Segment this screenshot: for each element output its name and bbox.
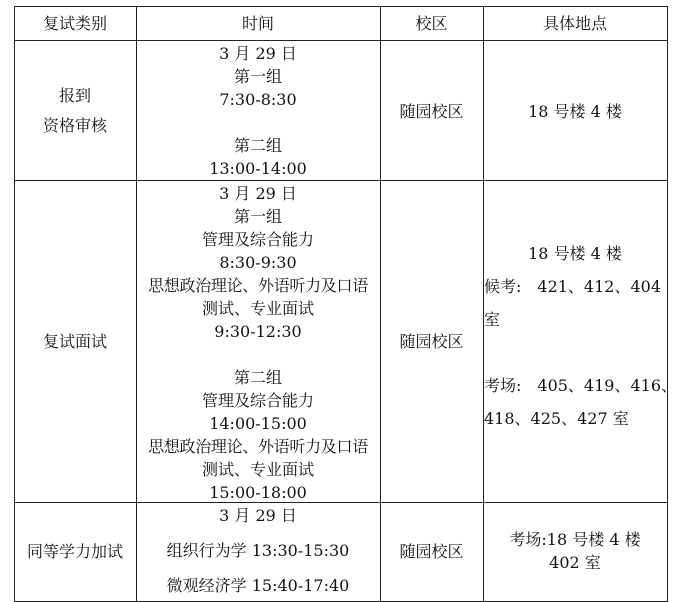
row-divider-1 [14,180,668,181]
row2-time-line: 第二组 [233,368,282,387]
table-border-top [14,6,668,7]
row2-location-line: 室 [484,310,501,329]
row2-location-line [484,341,666,364]
row1-time-line: 7:30-8:30 [219,90,297,109]
row2-location [484,242,678,430]
row1-time-line: 13:00-14:00 [209,159,307,178]
row2-time-line: 3 月 29 日 [219,184,297,203]
row3-time-line: 微观经济学 15:40-17:40 [166,576,350,595]
row1-category-line1: 报到 [58,86,91,105]
row3-location-line: 考场:18 号楼 4 楼 [509,530,641,549]
row2-time-line: 思想政治理论、外语听力及口语 [148,437,368,456]
row2-time-line: 14:00-15:00 [209,414,307,433]
table-border-right [667,6,668,602]
header-category: 复试类别 [42,14,107,33]
row1-campus: 随园校区 [399,102,464,121]
header-time: 时间 [241,14,274,33]
row2-time [136,182,380,504]
row1-time-line: 3 月 29 日 [219,44,297,63]
schedule-table [14,6,678,602]
row3-location-line: 402 室 [549,553,601,572]
row2-time-line: 8:30-9:30 [219,253,297,272]
row2-time-line: 管理及综合能力 [201,391,314,410]
row2-location-line: 候考: 421、412、404 [484,277,662,296]
row1-time-line: 第一组 [233,67,282,86]
row1-location: 18 号楼 4 楼 [528,102,622,121]
row1-time-line: 第二组 [233,136,282,155]
row1-category [14,84,136,137]
row2-location-line: 18 号楼 4 楼 [528,244,622,263]
row2-time-line: 第一组 [233,207,282,226]
row3-time [136,504,380,597]
row2-time-line: 思想政治理论、外语听力及口语 [148,276,368,295]
header-campus: 校区 [415,14,448,33]
row3-location [483,528,667,574]
row1-category-line2: 资格审核 [42,116,107,135]
row3-category: 同等学力加试 [26,542,123,561]
row2-category: 复试面试 [42,332,107,351]
row2-location-line: 418、425、427 室 [484,409,629,428]
row2-time-line: 15:00-18:00 [209,483,307,502]
row1-time-line [136,111,380,134]
row2-time-line: 管理及综合能力 [201,230,314,249]
row2-time-line: 测试、专业面试 [201,460,314,479]
header-divider [14,40,668,41]
row2-time-line: 9:30-12:30 [214,322,302,341]
row3-time-line: 组织行为学 13:30-15:30 [166,541,350,560]
row2-time-line [136,343,380,366]
row2-location-line: 考场: 405、419、416、 [484,376,678,395]
row3-campus: 随园校区 [399,542,464,561]
row3-time-line: 3 月 29 日 [219,506,297,525]
header-location: 具体地点 [542,14,607,33]
row2-time-line: 测试、专业面试 [201,299,314,318]
row2-campus: 随园校区 [399,332,464,351]
row1-time [136,42,380,180]
col-divider-2 [380,6,381,602]
